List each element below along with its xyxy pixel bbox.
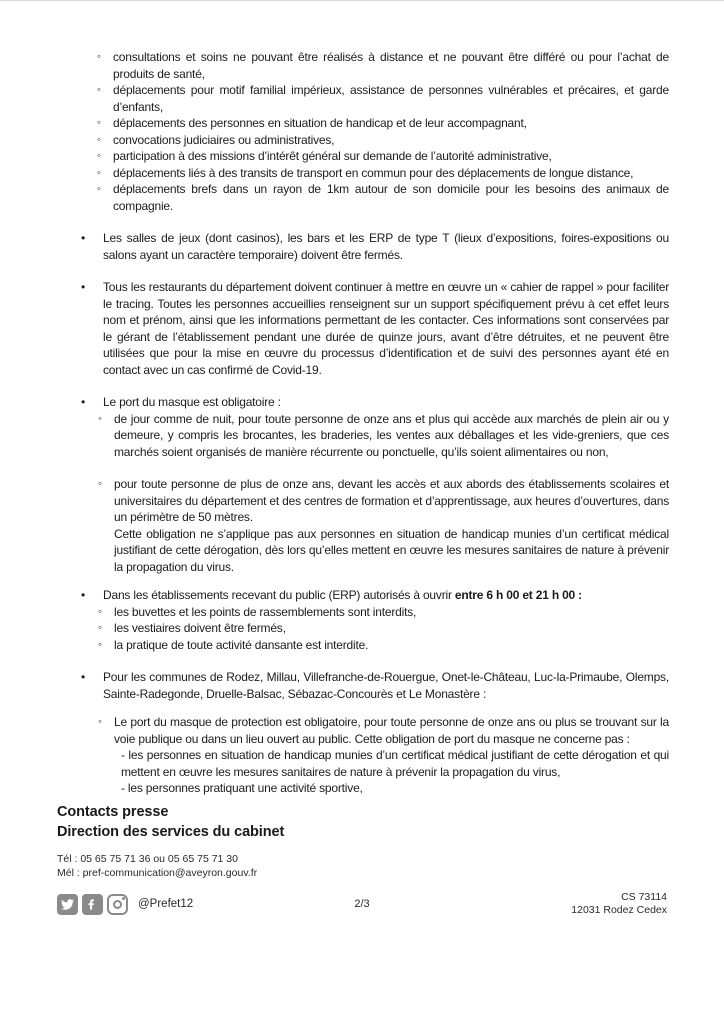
list-item xyxy=(98,620,669,637)
exception-item: - les personnes en situation de handicap munies d’un certificat médical justifiant de cette dérogation et qui mettent en œuvre les mesures sanitaires de nature à prévenir la propagation du virus, xyxy=(121,748,669,779)
disc-bullet-marker: • xyxy=(81,231,86,245)
list-item xyxy=(97,132,669,149)
bullet-text xyxy=(103,587,669,604)
bullet-content xyxy=(98,394,669,575)
circle-bullet-marker: ◦ xyxy=(98,638,102,651)
circle-bullet-marker: ◦ xyxy=(97,51,101,63)
circle-bullet-marker: ◦ xyxy=(97,183,101,195)
list-item xyxy=(97,148,669,165)
intro-sub-bullet-list xyxy=(97,49,669,214)
list-item-text: Le port du masque de protection est obligatoire, pour toute personne de onze ans ou plus se trouvant sur la voie publique ou dans un lieu ouvert au public. Cette obligation de port du masque ne concerne pas : xyxy=(114,715,669,746)
list-item xyxy=(98,476,669,575)
facebook-icon xyxy=(82,894,103,915)
circle-bullet-marker: ◦ xyxy=(97,133,101,146)
postal-address xyxy=(370,891,667,918)
exceptions-list xyxy=(121,747,669,797)
bullet-port-du-masque xyxy=(81,394,669,575)
list-item-text: convocations judiciaires ou administratives, xyxy=(113,132,335,147)
list-item xyxy=(98,637,669,654)
bullet-salles-de-jeux xyxy=(81,230,669,263)
document-body xyxy=(0,1,724,797)
masque-sub-list xyxy=(98,411,669,576)
circle-bullet-marker: ◦ xyxy=(97,117,101,129)
page-number: 2/3 xyxy=(354,898,370,910)
contacts-presse-heading: Contacts presse xyxy=(57,803,169,820)
circle-bullet-marker: ◦ xyxy=(98,412,102,425)
footer-bottom-row xyxy=(57,891,667,918)
list-item-text: déplacements brefs dans un rayon de 1km autour de son domicile pour les besoins des animaux de compagnie. xyxy=(113,182,669,213)
list-item xyxy=(97,49,669,82)
erp-text-normal: Dans les établissements recevant du public (ERP) autorisés à ouvrir xyxy=(103,588,455,602)
social-links xyxy=(57,894,354,915)
exception-item: - les personnes pratiquant une activité sportive, xyxy=(121,781,363,795)
bullet-communes xyxy=(81,669,669,797)
disc-bullet-marker: • xyxy=(81,588,86,602)
circle-bullet-marker: ◦ xyxy=(98,605,102,618)
list-item-text: participation à des missions d’intérêt général sur demande de l’autorité administrative, xyxy=(113,149,552,163)
instagram-flash-dot xyxy=(122,897,125,900)
erp-hours-bold: entre 6 h 00 et 21 h 00 : xyxy=(454,588,582,602)
list-item-text: la pratique de toute activité dansante est interdite. xyxy=(114,637,369,652)
bullet-content xyxy=(98,669,669,797)
erp-sub-list xyxy=(98,604,669,654)
communes-sub-list xyxy=(98,714,669,797)
list-item xyxy=(98,411,669,461)
bullet-text: Les salles de jeux (dont casinos), les bars et les ERP de type T (lieux d’expositions, foires-expositions ou salons ayant un caractère temporaire) doivent être fermés. xyxy=(103,231,669,262)
instagram-lens xyxy=(113,900,122,909)
bullet-text: Tous les restaurants du département doivent continuer à mettre en œuvre un « cahier de rappel » pour faciliter le tracing. Toutes les personnes accueillies renseignent sur un support spécifiquement prévu à cet effet leurs nom et prénom, ainsi que les informations permettant de les contacter. Ces informations sont conservées par le gérant de l’établissement pendant une durée de quinze jours, avant d’être détruites, et ne peuvent être utilisées que pour la mise en œuvre du processus d’identification et de suivi des personnes ayant été en contact avec un cas confirmé de Covid-19. xyxy=(103,280,669,377)
twitter-icon xyxy=(57,894,78,915)
bullet-restaurants xyxy=(81,279,669,378)
disc-bullet-marker: • xyxy=(81,280,86,294)
list-item-text: consultations et soins ne pouvant être réalisés à distance et ne pouvant être différé ou pour l’achat de produits de santé, xyxy=(113,50,669,81)
social-handle: @Prefet12 xyxy=(138,898,194,910)
list-item-text: les buvettes et les points de rassemblements sont interdits, xyxy=(114,604,417,619)
circle-bullet-marker: ◦ xyxy=(98,622,102,634)
list-item xyxy=(97,181,669,214)
bullet-content xyxy=(98,587,669,653)
list-item-text: les vestiaires doivent être fermés, xyxy=(114,621,286,635)
disc-bullet-marker: • xyxy=(81,670,86,684)
circle-bullet-marker: ◦ xyxy=(98,716,102,728)
bullet-erp-horaires xyxy=(81,587,669,653)
list-item-note: Cette obligation ne s’applique pas aux personnes en situation de handicap munies d’un certificat médical justifiant de cette dérogation, dès lors qu’elles mettent en œuvre les mesures sanitaires de nature à prévenir la propagation du virus. xyxy=(114,526,669,574)
list-item xyxy=(97,82,669,115)
list-item xyxy=(97,115,669,132)
phone-line: Tél : 05 65 75 71 36 ou 05 65 75 71 30 xyxy=(57,852,238,865)
list-item-text: de jour comme de nuit, pour toute personne de onze ans et plus qui accède aux marchés de plein air ou y demeure, y compris les brocantes, les braderies, les ventes aux déballages et les vide-greniers, que ces marchés soient organisés de manière récurrente ou ponctuelle, qu’ils soient alimentaires ou non, xyxy=(114,411,669,459)
list-item-content xyxy=(114,476,669,575)
list-item-content xyxy=(114,714,669,797)
circle-bullet-marker: ◦ xyxy=(98,478,102,490)
bullet-text: Le port du masque est obligatoire : xyxy=(103,395,281,409)
address-line-1: CS 73114 xyxy=(621,890,668,903)
list-item-text: déplacements liés à des transits de transport en commun pour des déplacements de longue distance, xyxy=(113,165,634,180)
list-item xyxy=(97,165,669,182)
list-item xyxy=(98,604,669,621)
instagram-icon xyxy=(107,894,128,915)
list-item-text: déplacements pour motif familial impérieux, assistance de personnes vulnérables et précaires, et garde d’enfants, xyxy=(113,83,669,114)
page-footer xyxy=(0,802,724,918)
circle-bullet-marker: ◦ xyxy=(97,84,101,96)
address-line-2: 12031 Rodez Cedex xyxy=(571,904,668,916)
list-item xyxy=(98,714,669,797)
list-item-text: pour toute personne de plus de onze ans, devant les accès et aux abords des établissements scolaires et universitaires du département et des centres de formation et d’apprentissage, aux heures d’ouvertures, dans un périmètre de 50 mètres. xyxy=(114,477,669,524)
disc-bullet-marker: • xyxy=(81,395,86,409)
department-heading: Direction des services du cabinet xyxy=(57,823,285,840)
circle-bullet-marker: ◦ xyxy=(97,166,101,179)
email-line: Mél : pref-communication@aveyron.gouv.fr xyxy=(57,866,258,879)
contact-details xyxy=(57,852,667,880)
bullet-text: Pour les communes de Rodez, Millau, Villefranche-de-Rouergue, Onet-le-Château, Luc-la-Primaube, Olemps, Sainte-Radegonde, Druelle-Balsac, Sébazac-Concourès et Le Monastère : xyxy=(103,670,669,701)
circle-bullet-marker: ◦ xyxy=(97,150,101,162)
list-item-text: déplacements des personnes en situation de handicap et de leur accompagnant, xyxy=(113,116,527,130)
